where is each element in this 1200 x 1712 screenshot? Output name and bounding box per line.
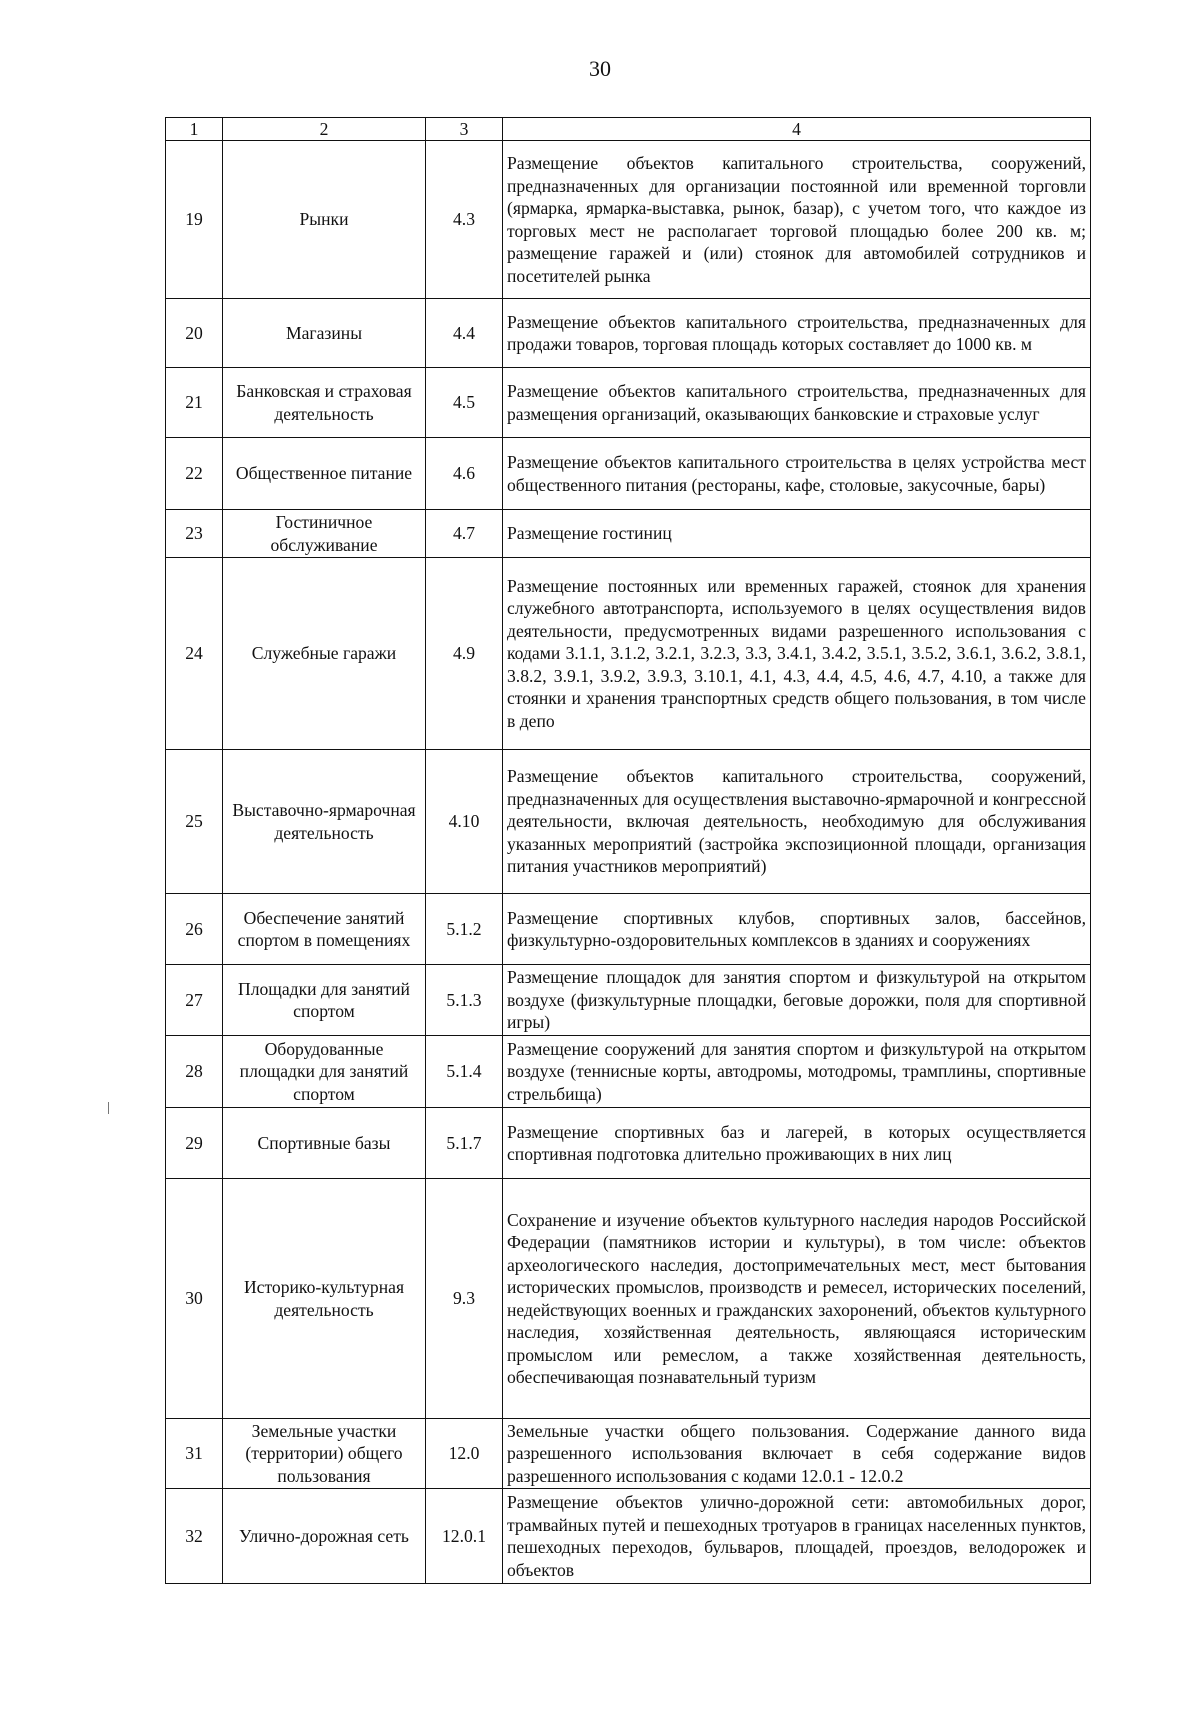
row-number: 19 (166, 141, 223, 299)
use-type-code: 4.4 (426, 299, 503, 368)
use-type-name: Выставочно-ярмарочная деятельность (223, 750, 426, 894)
use-type-name: Улично-дорожная сеть (223, 1489, 426, 1584)
use-type-description: Размещение площадок для занятия спортом и физкультурой на открытом воздухе (физкультурные площадки, беговые дорожки, поля для спортивной игры) (503, 965, 1091, 1036)
use-type-description: Размещение постоянных или временных гаражей, стоянок для хранения служебного автотранспорта, используемого в целях осуществления видов деятельности, предусмотренных видами разрешенного использования с кодами 3.1.1, 3.1.2, 3.2.1, 3.2.3, 3.3, 3.4.1, 3.4.2, 3.5.1, 3.5.2, 3.6.1, 3.6.2, 3.8.1, 3.8.2, 3.9.1, 3.9.2, 3.9.3, 3.10.1, 4.1, 4.3, 4.4, 4.5, 4.6, 4.7, 4.10, а также для стоянки и хранения транспортных средств общего пользования, в том числе в депо (503, 558, 1091, 750)
use-type-code: 5.1.7 (426, 1108, 503, 1179)
row-number: 22 (166, 438, 223, 510)
table-row (166, 1108, 1091, 1179)
use-type-name: Общественное питание (223, 438, 426, 510)
row-number: 32 (166, 1489, 223, 1584)
use-type-code: 4.6 (426, 438, 503, 510)
table-row (166, 368, 1091, 438)
header-col-1: 1 (166, 118, 223, 141)
table-row (166, 1419, 1091, 1489)
header-col-2: 2 (223, 118, 426, 141)
use-type-code: 12.0.1 (426, 1489, 503, 1584)
table-row (166, 1489, 1091, 1584)
table-row (166, 438, 1091, 510)
use-type-code: 4.9 (426, 558, 503, 750)
use-type-name: Рынки (223, 141, 426, 299)
use-type-description: Размещение объектов капитального строительства в целях устройства мест общественного питания (рестораны, кафе, столовые, закусочные, бары) (503, 438, 1091, 510)
header-col-4: 4 (503, 118, 1091, 141)
use-type-description: Размещение объектов капитального строительства, сооружений, предназначенных для организации постоянной или временной торговли (ярмарка, ярмарка-выставка, рынок, базар), с учетом того, что каждое из торговых мест не располагает торговой площадью более 200 кв. м; размещение гаражей и (или) стоянок для автомобилей сотрудников и посетителей рынка (503, 141, 1091, 299)
use-type-name: Площадки для занятий спортом (223, 965, 426, 1036)
use-type-description: Размещение объектов капитального строительства, сооружений, предназначенных для осуществления выставочно-ярмарочной и конгрессной деятельности, включая деятельность, необходимую для обслуживания указанных мероприятий (застройка экспозиционной площади, организация питания участников мероприятий) (503, 750, 1091, 894)
use-type-code: 9.3 (426, 1179, 503, 1419)
header-col-3: 3 (426, 118, 503, 141)
row-number: 23 (166, 510, 223, 558)
row-number: 20 (166, 299, 223, 368)
row-number: 28 (166, 1036, 223, 1108)
use-type-name: Историко-культурная деятельность (223, 1179, 426, 1419)
row-number: 26 (166, 894, 223, 965)
scan-mark (108, 1102, 109, 1114)
use-type-code: 5.1.2 (426, 894, 503, 965)
table-header-row (166, 118, 1091, 141)
row-number: 30 (166, 1179, 223, 1419)
land-use-table (165, 117, 1091, 1584)
table-row (166, 141, 1091, 299)
row-number: 25 (166, 750, 223, 894)
table-row (166, 510, 1091, 558)
row-number: 29 (166, 1108, 223, 1179)
use-type-description: Размещение сооружений для занятия спортом и физкультурой на открытом воздухе (теннисные корты, автодромы, мотодромы, трамплины, спортивные стрельбища) (503, 1036, 1091, 1108)
use-type-code: 4.5 (426, 368, 503, 438)
table-row (166, 1036, 1091, 1108)
table-row (166, 965, 1091, 1036)
row-number: 21 (166, 368, 223, 438)
page-number: 30 (589, 56, 611, 81)
use-type-description: Земельные участки общего пользования. Содержание данного вида разрешенного использования включает в себя содержание видов разрешенного использования с кодами 12.0.1 - 12.0.2 (503, 1419, 1091, 1489)
use-type-name: Служебные гаражи (223, 558, 426, 750)
use-type-name: Спортивные базы (223, 1108, 426, 1179)
use-type-code: 12.0 (426, 1419, 503, 1489)
use-type-code: 4.10 (426, 750, 503, 894)
use-type-name: Оборудованные площадки для занятий спортом (223, 1036, 426, 1108)
table-row (166, 750, 1091, 894)
row-number: 27 (166, 965, 223, 1036)
use-type-name: Земельные участки (территории) общего пользования (223, 1419, 426, 1489)
use-type-name: Банковская и страховая деятельность (223, 368, 426, 438)
use-type-description: Размещение объектов капитального строительства, предназначенных для продажи товаров, торговая площадь которых составляет до 1000 кв. м (503, 299, 1091, 368)
table-row (166, 894, 1091, 965)
use-type-name: Обеспечение занятий спортом в помещениях (223, 894, 426, 965)
use-type-description: Размещение объектов улично-дорожной сети: автомобильных дорог, трамвайных путей и пешеходных тротуаров в границах населенных пунктов, пешеходных переходов, бульваров, площадей, проездов, велодорожек и объектов (503, 1489, 1091, 1584)
use-type-code: 4.3 (426, 141, 503, 299)
use-type-code: 5.1.4 (426, 1036, 503, 1108)
use-type-description: Сохранение и изучение объектов культурного наследия народов Российской Федерации (памятников истории и культуры), в том числе: объектов археологического наследия, достопримечательных мест, мест бытования исторических промыслов, производств и ремесел, исторических поселений, недействующих военных и гражданских захоронений, объектов культурного наследия, хозяйственная деятельность, являющаяся историческим промыслом или ремеслом, а также хозяйственная деятельность, обеспечивающая познавательный туризм (503, 1179, 1091, 1419)
use-type-description: Размещение спортивных клубов, спортивных залов, бассейнов, физкультурно-оздоровительных комплексов в зданиях и сооружениях (503, 894, 1091, 965)
use-type-name: Магазины (223, 299, 426, 368)
row-number: 31 (166, 1419, 223, 1489)
use-type-code: 5.1.3 (426, 965, 503, 1036)
table-row (166, 1179, 1091, 1419)
use-type-description: Размещение спортивных баз и лагерей, в которых осуществляется спортивная подготовка длительно проживающих в них лиц (503, 1108, 1091, 1179)
use-type-code: 4.7 (426, 510, 503, 558)
table-row (166, 299, 1091, 368)
use-type-name: Гостиничное обслуживание (223, 510, 426, 558)
table-row (166, 558, 1091, 750)
use-type-description: Размещение объектов капитального строительства, предназначенных для размещения организаций, оказывающих банковские и страховые услуг (503, 368, 1091, 438)
use-type-description: Размещение гостиниц (503, 510, 1091, 558)
row-number: 24 (166, 558, 223, 750)
